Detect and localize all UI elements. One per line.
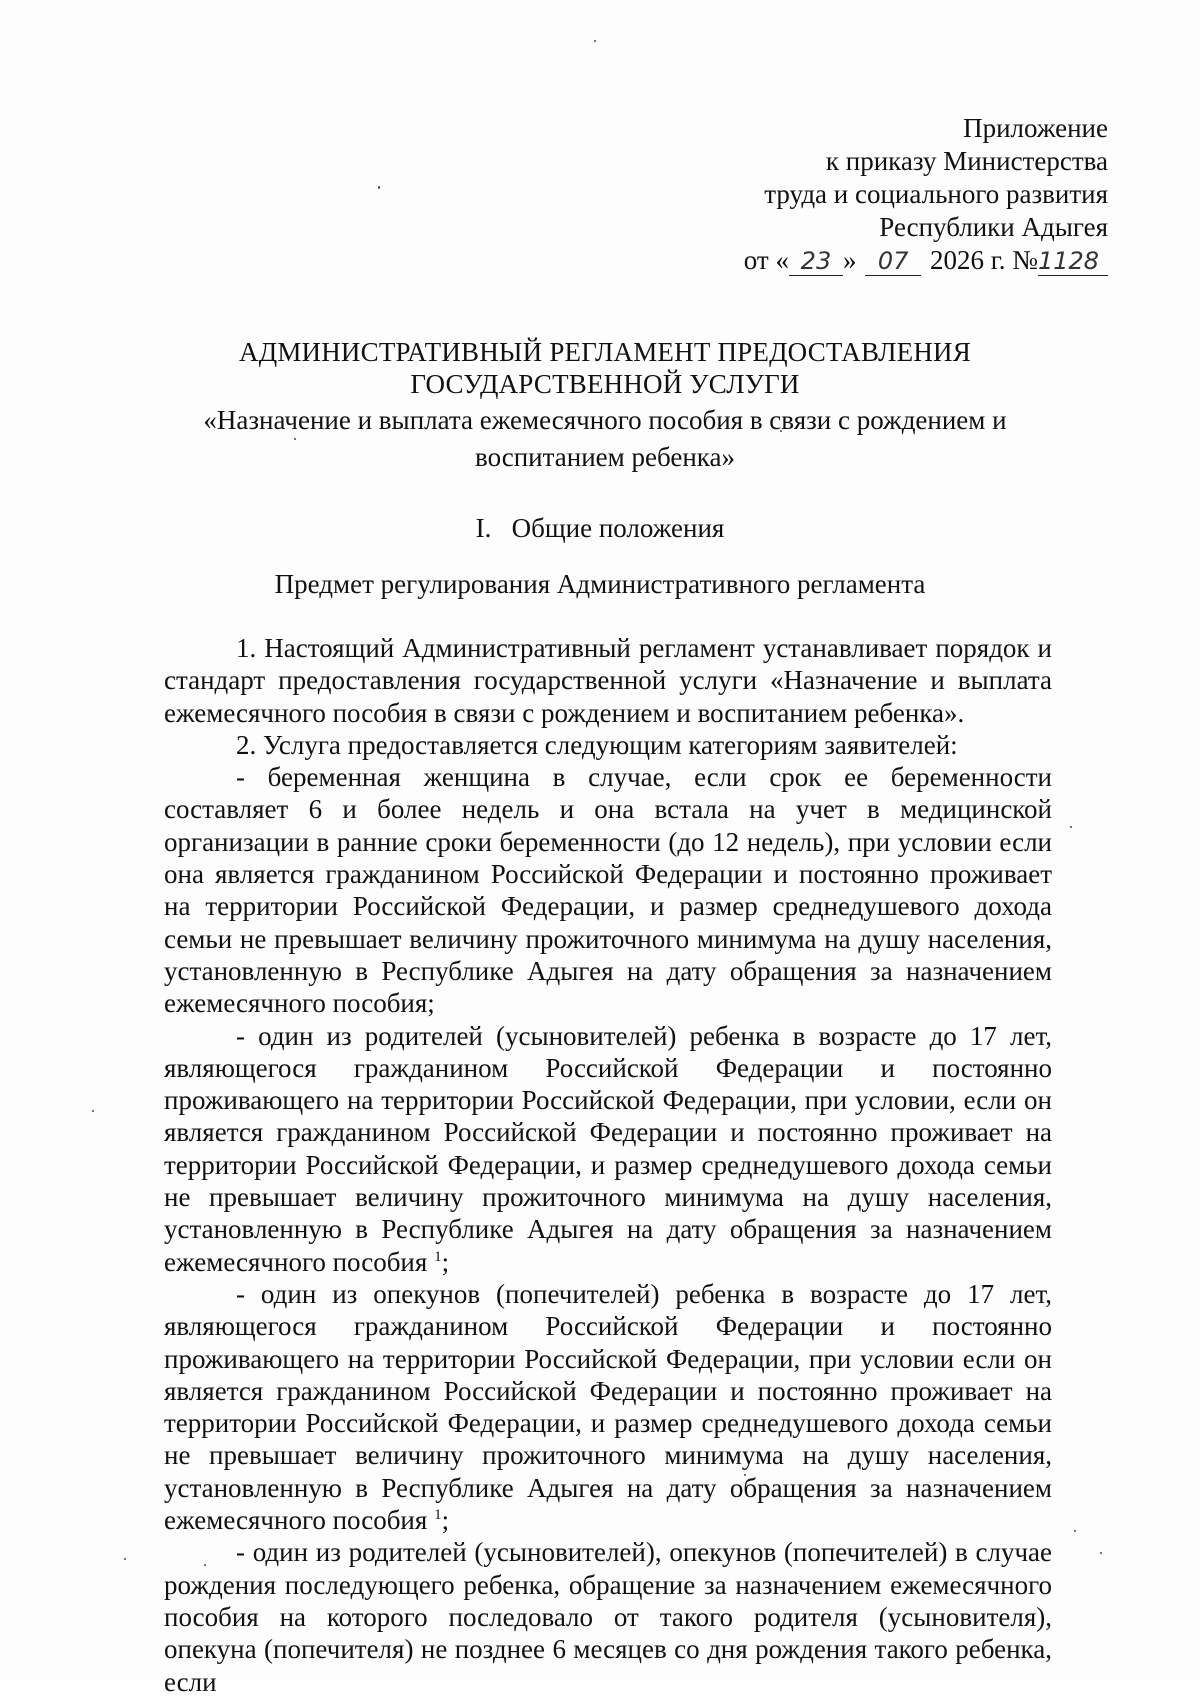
footnote-ref: 1	[434, 1507, 442, 1524]
scan-speck	[124, 1558, 126, 1560]
subsection-heading: Предмет регулирования Административного регламента	[274, 569, 926, 599]
paragraph	[164, 1020, 1052, 1278]
appendix-line: Приложение	[963, 113, 1108, 143]
service-name-line: «Назначение и выплата ежемесячного пособия в связи с рождением и	[203, 405, 1007, 435]
paragraph: - беременная женщина в случае, если срок ее беременности составляет 6 и более недель и она встала на учет в медицинской организации в ранние сроки беременности (до 12 недель), при условии если она является гражданином Российской Федерации и постоянно проживает на территории Российской Федерации, и размер среднедушевого дохода семьи не превышает величину прожиточного минимума на душу населения, установленную в Республике Адыгея на дату обращения за назначением ежемесячного пособия;	[164, 762, 1052, 1019]
appendix-line: труда и социального развития	[764, 179, 1108, 209]
service-name-line: воспитанием ребенка»	[475, 442, 735, 472]
title-line: АДМИНИСТРАТИВНЫЙ РЕГЛАМЕНТ ПРЕДОСТАВЛЕНИЯ	[239, 337, 971, 367]
appendix-line: Республики Адыгея	[879, 212, 1108, 242]
handwritten-order-number: 1128	[1038, 247, 1108, 276]
section-heading-text: I. Общие положения	[475, 513, 725, 543]
section-heading	[0, 512, 1200, 544]
paragraph: 1. Настоящий Административный регламент устанавливает порядок и стандарт предоставления государственной услуги «Назначение и выплата ежемесячного пособия в связи с рождением и воспитанием ребенка».	[164, 633, 1052, 728]
date-year: 2026 г. №	[929, 245, 1038, 275]
order-date-line	[744, 244, 1108, 277]
paragraph-end: ;	[441, 1505, 450, 1536]
paragraph-text: - один из родителей (усыновителей) ребенка в возрасте до 17 лет, являющегося гражданином Российской Федерации и постоянно проживающего на территории Российской Федерации, при условии, если он является гражданином Российской Федерации и постоянно проживает на территории Российской Федерации, и размер среднедушевого дохода семьи не превышает величину прожиточного минимума на душу населения, установленную в Республике Адыгея на дату обращения за назначением ежемесячного пособия	[164, 1020, 1052, 1277]
scan-speck	[92, 1110, 94, 1112]
handwritten-day: 23	[789, 247, 843, 276]
handwritten-month: 07	[865, 247, 921, 276]
appendix-line: к приказу Министерства	[825, 146, 1108, 176]
date-mid: »	[842, 245, 857, 275]
date-prefix: от «	[743, 245, 789, 275]
paragraph-end: ;	[441, 1246, 450, 1277]
document-title	[160, 336, 1050, 474]
title-line: ГОСУДАРСТВЕННОЙ УСЛУГИ	[410, 369, 800, 399]
scan-speck	[378, 186, 380, 189]
scan-speck	[1100, 1552, 1102, 1554]
appendix-block	[744, 112, 1108, 277]
paragraph	[164, 1278, 1052, 1536]
document-body	[164, 632, 1052, 1698]
paragraph-text: - один из опекунов (попечителей) ребенка в возрасте до 17 лет, являющегося гражданином Российской Федерации и постоянно проживающего на территории Российской Федерации, при условии если он является гражданином Российской Федерации и постоянно проживает на территории Российской Федерации, и размер среднедушевого дохода семьи не превышает величину прожиточного минимума на душу населения, установленную в Республике Адыгея на дату обращения за назначением ежемесячного пособия	[164, 1278, 1052, 1536]
scan-speck	[1074, 1530, 1076, 1532]
paragraph: - один из родителей (усыновителей), опекунов (попечителей) в случае рождения последующего ребенка, обращение за назначением ежемесячного пособия на которого последовало от такого родителя (усыновителя), опекуна (попечителя) не позднее 6 месяцев со дня рождения такого ребенка, если	[164, 1537, 1052, 1697]
footnote-ref: 1	[434, 1248, 442, 1265]
paragraph: 2. Услуга предоставляется следующим категориям заявителей:	[236, 729, 958, 760]
scan-speck	[1070, 826, 1072, 828]
scan-speck	[594, 40, 596, 42]
